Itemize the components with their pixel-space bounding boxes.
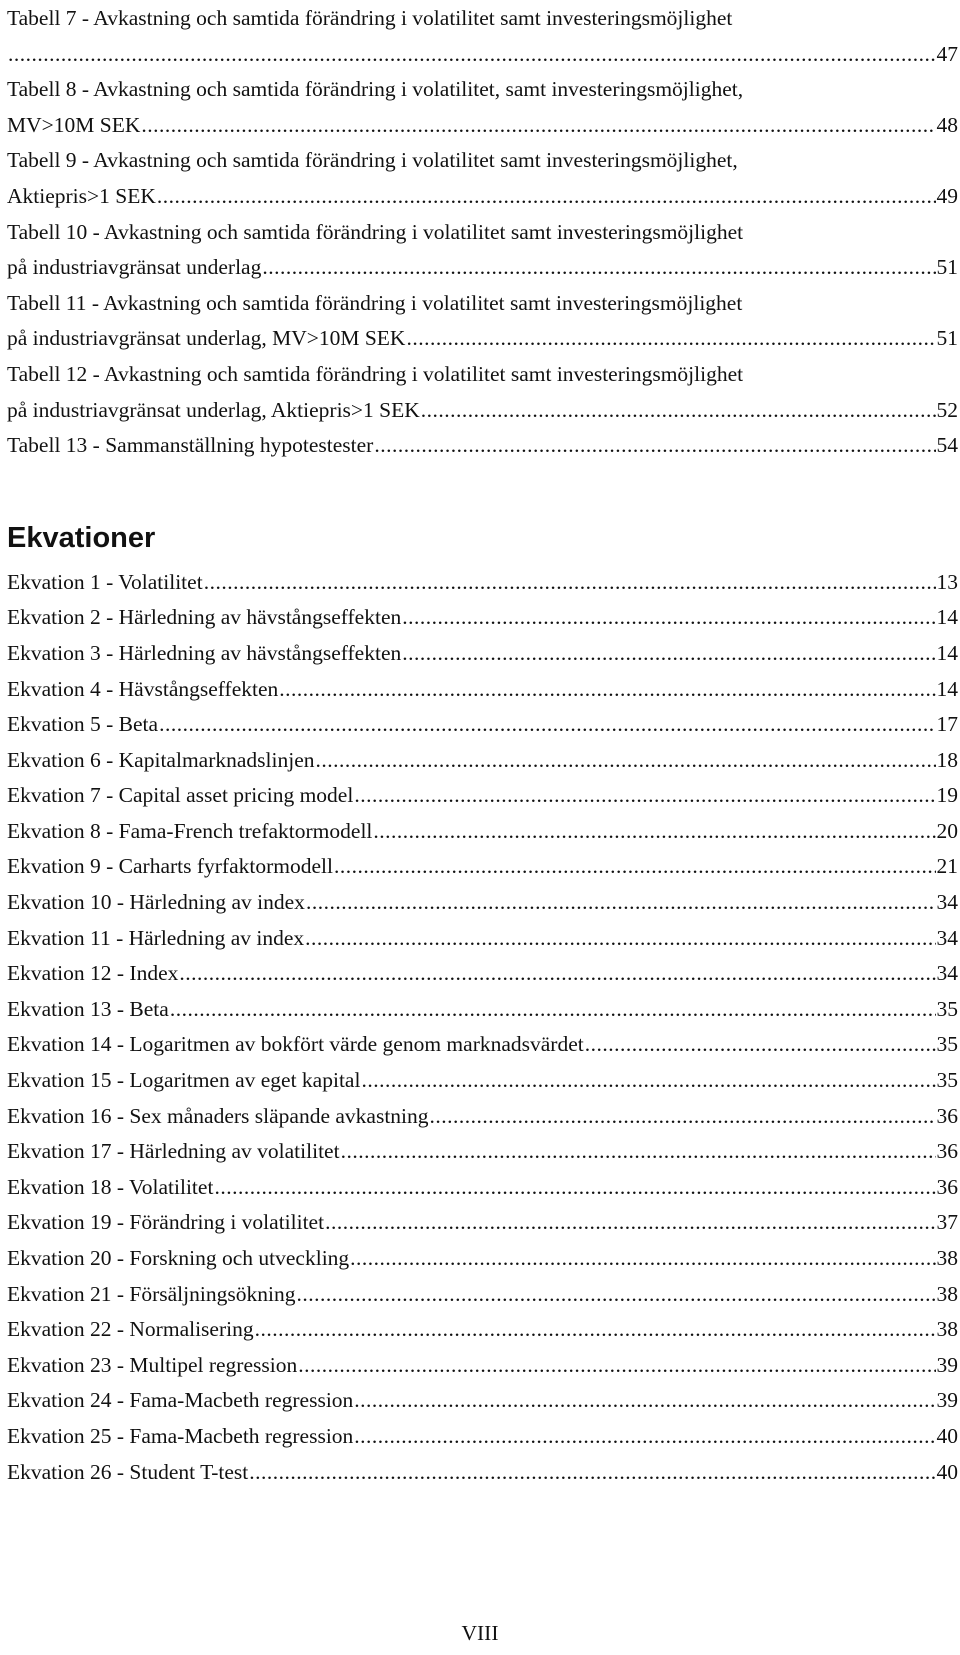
dot-leader <box>306 885 936 921</box>
toc-entry-line <box>7 565 958 601</box>
toc-entry-text: Tabell 8 - Avkastning och samtida förändring i volatilitet, samt investeringsmöjlighet, <box>7 77 744 102</box>
toc-entry-equation[interactable] <box>7 1099 958 1135</box>
toc-entry-page-number: 36 <box>936 1174 958 1199</box>
dot-leader <box>296 1277 935 1313</box>
toc-entry-equation[interactable] <box>7 1383 958 1419</box>
toc-entry-text: Ekvation 7 - Capital asset pricing model <box>7 783 354 808</box>
toc-entry-equation[interactable] <box>7 1241 958 1277</box>
toc-entry-equation[interactable] <box>7 885 958 921</box>
toc-entry-page-number: 34 <box>936 925 958 950</box>
toc-entry-page-number: 14 <box>936 640 958 665</box>
toc-entry-equation[interactable] <box>7 1277 958 1313</box>
toc-entry-page-number: 34 <box>936 890 958 915</box>
toc-entry-page-number: 36 <box>936 1103 958 1128</box>
toc-entry-table[interactable] <box>7 286 958 357</box>
toc-entry-text: Ekvation 15 - Logaritmen av eget kapital <box>7 1068 361 1093</box>
toc-entry-line <box>7 600 958 636</box>
toc-entry-line <box>7 250 958 286</box>
toc-entry-text: Ekvation 4 - Hävstångseffekten <box>7 676 279 701</box>
toc-entry-line <box>7 1277 958 1313</box>
dot-leader <box>361 1063 935 1099</box>
toc-entry-line <box>7 1170 958 1206</box>
toc-entry-line <box>7 1027 958 1063</box>
toc-entry-equation[interactable] <box>7 1170 958 1206</box>
toc-entry-text: Ekvation 6 - Kapitalmarknadslinjen <box>7 747 315 772</box>
toc-entry-page-number: 18 <box>936 747 958 772</box>
toc-entry-text: Tabell 9 - Avkastning och samtida förändring i volatilitet samt investeringsmöjlighet, <box>7 148 738 173</box>
toc-entry-page-number: 40 <box>936 1459 958 1484</box>
toc-entry-text: Ekvation 14 - Logaritmen av bokfört värde genom marknadsvärdet <box>7 1032 584 1057</box>
toc-entry-text: Ekvation 22 - Normalisering <box>7 1317 254 1342</box>
toc-entry-line <box>7 956 958 992</box>
dot-leader <box>354 1419 935 1455</box>
toc-entry-text: Ekvation 1 - Volatilitet <box>7 569 203 594</box>
toc-entry-equation[interactable] <box>7 707 958 743</box>
toc-entry-text: Tabell 13 - Sammanställning hypotestester <box>7 433 374 458</box>
dot-leader <box>170 992 936 1028</box>
page-number: VIII <box>461 1621 499 1645</box>
toc-entry-table[interactable] <box>7 357 958 428</box>
toc-entry-text: Ekvation 12 - Index <box>7 961 179 986</box>
toc-entry-page-number: 36 <box>936 1139 958 1164</box>
toc-entry-text: Ekvation 26 - Student T-test <box>7 1459 249 1484</box>
dot-leader <box>159 707 935 743</box>
toc-entry-page-number: 39 <box>936 1352 958 1377</box>
toc-entry-line <box>7 1455 958 1491</box>
toc-entry-equation[interactable] <box>7 992 958 1028</box>
dot-leader <box>141 108 935 144</box>
toc-entry-text: Ekvation 24 - Fama-Macbeth regression <box>7 1388 354 1413</box>
toc-entry-page-number: 48 <box>936 112 958 137</box>
toc-entry-text: Ekvation 2 - Härledning av hävstångseffekten <box>7 605 402 630</box>
dot-leader <box>262 250 935 286</box>
toc-entry-page-number: 38 <box>936 1246 958 1270</box>
toc-entry-line <box>7 1099 958 1135</box>
dot-leader <box>406 321 935 357</box>
toc-entry-equation[interactable] <box>7 1134 958 1170</box>
dot-leader <box>204 565 936 601</box>
toc-entry-text: Aktiepris>1 SEK <box>7 183 156 208</box>
toc-entry-text: Tabell 11 - Avkastning och samtida förändring i volatilitet samt investeringsmöjlighet <box>7 290 743 315</box>
toc-entry-line <box>7 321 958 357</box>
toc-entry-page-number: 52 <box>936 397 958 422</box>
toc-entry-table[interactable] <box>7 215 958 286</box>
toc-entry-text: Ekvation 9 - Carharts fyrfaktormodell <box>7 854 333 879</box>
toc-entry-equation[interactable] <box>7 1312 958 1348</box>
toc-entry-text: Ekvation 21 - Försäljningsökning <box>7 1281 296 1306</box>
dot-leader <box>255 1312 936 1348</box>
toc-entry-table[interactable] <box>7 428 958 464</box>
toc-entry-text: Ekvation 13 - Beta <box>7 996 169 1021</box>
toc-entry-table[interactable] <box>7 1 958 72</box>
toc-entry-equation[interactable] <box>7 636 958 672</box>
dot-leader <box>402 636 935 672</box>
toc-entry-line <box>7 849 958 885</box>
toc-entry-equation[interactable] <box>7 956 958 992</box>
toc-entry-page-number: 54 <box>936 433 958 458</box>
dot-leader <box>214 1170 935 1206</box>
toc-entry-equation[interactable] <box>7 814 958 850</box>
toc-entry-page-number: 34 <box>936 961 958 986</box>
toc-entry-equation[interactable] <box>7 921 958 957</box>
toc-entry-line <box>7 1419 958 1455</box>
toc-entry-line <box>7 921 958 957</box>
toc-entry-equation[interactable] <box>7 849 958 885</box>
dot-leader <box>179 956 935 992</box>
dot-leader <box>325 1205 935 1241</box>
section-heading-ekvationer: Ekvationer <box>7 521 156 554</box>
toc-entry-line <box>7 1205 958 1241</box>
toc-entry-page-number: 35 <box>936 1032 958 1057</box>
toc-entry-equation[interactable] <box>7 778 958 814</box>
toc-entry-text: Ekvation 25 - Fama-Macbeth regression <box>7 1423 354 1448</box>
dot-leader <box>350 1241 935 1277</box>
toc-entry-page-number: 39 <box>936 1388 958 1413</box>
toc-entry-line <box>7 778 958 814</box>
toc-entry-line <box>7 743 958 779</box>
equation-list <box>7 565 958 1490</box>
toc-page <box>7 0 958 1490</box>
toc-entry-line <box>7 1383 958 1419</box>
dot-leader <box>157 179 936 215</box>
dot-leader <box>8 37 936 73</box>
toc-entry-text: Ekvation 17 - Härledning av volatilitet <box>7 1139 340 1164</box>
dot-leader <box>354 778 935 814</box>
dot-leader <box>430 1099 936 1135</box>
toc-entry-text: Ekvation 11 - Härledning av index <box>7 925 305 950</box>
toc-entry-text: Tabell 10 - Avkastning och samtida förändring i volatilitet samt investeringsmöjlighet <box>7 219 744 244</box>
toc-entry-equation[interactable] <box>7 565 958 601</box>
toc-entry-equation[interactable] <box>7 1348 958 1384</box>
toc-entry-line <box>7 1134 958 1170</box>
toc-entry-page-number: 47 <box>936 41 958 66</box>
toc-entry-page-number: 37 <box>936 1210 958 1235</box>
toc-entry-text: på industriavgränsat underlag, Aktiepris>1 SEK <box>7 397 420 422</box>
dot-leader <box>316 743 936 779</box>
toc-entry-line <box>7 1312 958 1348</box>
toc-entry-equation[interactable] <box>7 672 958 708</box>
toc-entry-page-number: 40 <box>936 1423 958 1448</box>
toc-entry-table[interactable] <box>7 72 958 143</box>
toc-entry-line <box>7 814 958 850</box>
toc-entry-equation[interactable] <box>7 1419 958 1455</box>
toc-entry-text: Ekvation 20 - Forskning och utveckling <box>7 1246 350 1270</box>
toc-entry-page-number: 51 <box>936 255 958 280</box>
toc-entry-line <box>7 179 958 215</box>
toc-entry-table[interactable] <box>7 143 958 214</box>
toc-entry-text: Ekvation 18 - Volatilitet <box>7 1174 214 1199</box>
dot-leader <box>585 1027 936 1063</box>
toc-entry-equation[interactable] <box>7 1205 958 1241</box>
toc-entry-page-number: 35 <box>936 996 958 1021</box>
toc-entry-equation[interactable] <box>7 1455 958 1491</box>
toc-entry-page-number: 13 <box>936 569 958 594</box>
dot-leader <box>279 672 935 708</box>
toc-entry-page-number: 14 <box>936 676 958 701</box>
toc-entry-text: Tabell 7 - Avkastning och samtida förändring i volatilitet samt investeringsmöjlighet <box>7 6 733 30</box>
toc-entry-line <box>7 1348 958 1384</box>
toc-entry-line <box>7 707 958 743</box>
toc-entry-page-number: 38 <box>936 1317 958 1342</box>
toc-entry-page-number: 19 <box>936 783 958 808</box>
toc-entry-page-number: 21 <box>936 854 958 879</box>
table-list <box>7 0 958 464</box>
toc-entry-line <box>7 885 958 921</box>
dot-leader <box>298 1348 935 1384</box>
toc-entry-text: Ekvation 16 - Sex månaders släpande avkastning <box>7 1103 429 1128</box>
toc-entry-text: på industriavgränsat underlag, MV>10M SEK <box>7 326 406 351</box>
dot-leader <box>334 849 936 885</box>
dot-leader <box>421 393 936 429</box>
toc-entry-page-number: 35 <box>936 1068 958 1093</box>
toc-entry-page-number: 17 <box>936 712 958 737</box>
toc-entry-text: MV>10M SEK <box>7 112 141 137</box>
toc-entry-page-number: 20 <box>936 818 958 843</box>
toc-entry-page-number: 51 <box>936 326 958 351</box>
dot-leader <box>249 1455 935 1491</box>
toc-entry-page-number: 49 <box>936 183 958 208</box>
toc-entry-text: Ekvation 3 - Härledning av hävstångseffekten <box>7 640 402 665</box>
dot-leader <box>402 600 935 636</box>
dot-leader <box>354 1383 935 1419</box>
toc-entry-line <box>7 636 958 672</box>
toc-entry-line <box>7 1241 958 1277</box>
toc-entry-line <box>7 108 958 144</box>
toc-entry-equation[interactable] <box>7 743 958 779</box>
dot-leader <box>341 1134 936 1170</box>
toc-entry-text: Ekvation 5 - Beta <box>7 712 159 737</box>
toc-entry-text: Ekvation 19 - Förändring i volatilitet <box>7 1210 325 1235</box>
toc-entry-text: Tabell 12 - Avkastning och samtida förändring i volatilitet samt investeringsmöjlighet <box>7 361 744 386</box>
toc-entry-text: Ekvation 10 - Härledning av index <box>7 890 305 915</box>
toc-entry-equation[interactable] <box>7 600 958 636</box>
toc-entry-line <box>7 37 958 73</box>
toc-entry-line <box>7 992 958 1028</box>
toc-entry-line <box>7 672 958 708</box>
toc-entry-page-number: 14 <box>936 605 958 630</box>
toc-entry-line <box>7 428 958 464</box>
toc-entry-equation[interactable] <box>7 1027 958 1063</box>
toc-entry-text: Ekvation 23 - Multipel regression <box>7 1352 298 1377</box>
toc-entry-line <box>7 393 958 429</box>
dot-leader <box>374 428 935 464</box>
toc-entry-equation[interactable] <box>7 1063 958 1099</box>
dot-leader <box>305 921 935 957</box>
toc-entry-page-number: 38 <box>936 1281 958 1306</box>
dot-leader <box>373 814 935 850</box>
toc-entry-text: på industriavgränsat underlag <box>7 255 262 280</box>
toc-entry-line <box>7 1063 958 1099</box>
toc-entry-text: Ekvation 8 - Fama-French trefaktormodell <box>7 818 373 843</box>
